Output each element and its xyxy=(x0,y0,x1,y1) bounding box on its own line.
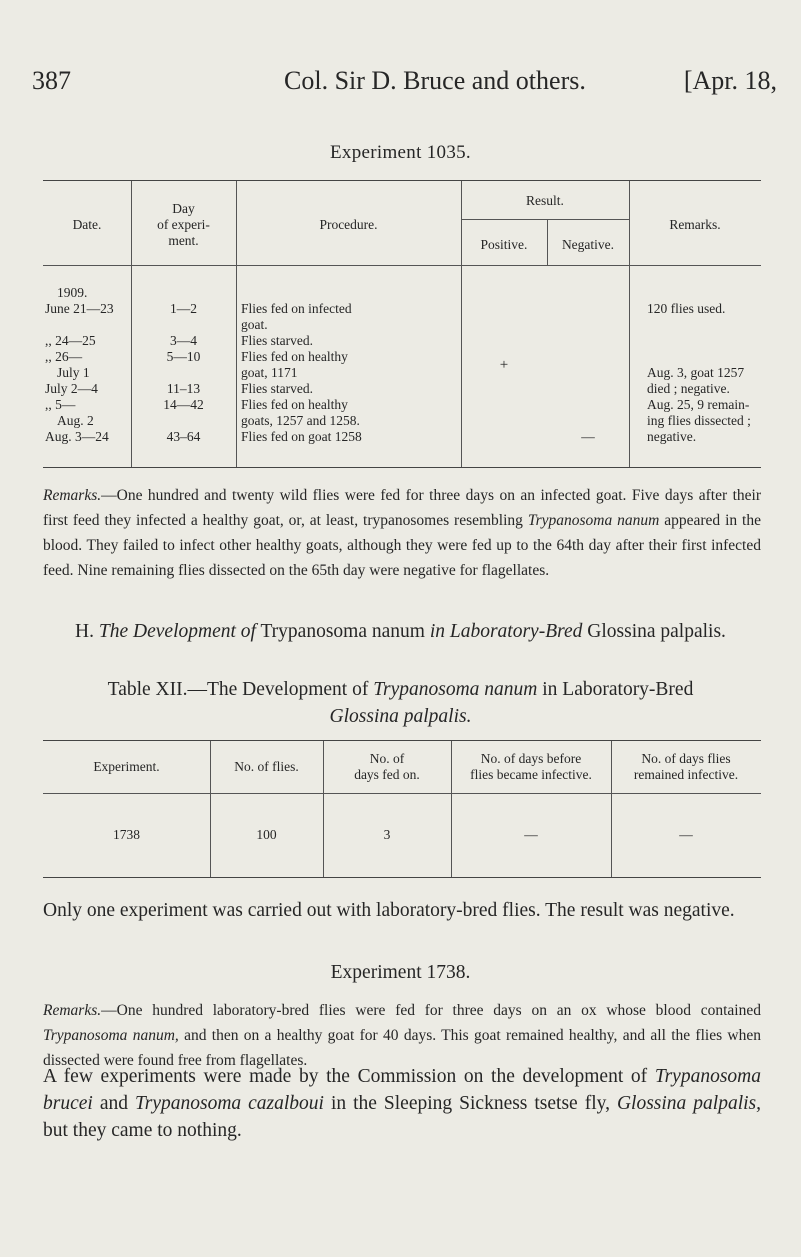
row-procedure: Flies fed on healthy xyxy=(241,349,348,364)
row-remarks: died ; negative. xyxy=(647,381,730,396)
result-divider xyxy=(461,219,629,220)
experiment-1035-table xyxy=(43,180,761,468)
column-divider xyxy=(461,181,462,467)
body-paragraph-final: A few experiments were made by the Commission on the development of Trypanosoma brucei and Trypanosoma cazalboui in the Sleeping Sickness tsetse fly, Glossina palpalis, but they came to nothing. xyxy=(43,1066,762,1141)
row-date: Aug. 3—24 xyxy=(45,429,109,444)
running-date: [Apr. 18, xyxy=(683,66,777,95)
row-day: 43–64 xyxy=(166,429,201,444)
row-procedure: Flies starved. xyxy=(241,333,313,348)
header-days-fed: No. of days fed on. xyxy=(354,751,420,782)
table-xii xyxy=(43,740,761,878)
row-procedure: Flies fed on goat 1258 xyxy=(241,429,362,444)
header-procedure: Procedure. xyxy=(319,217,378,232)
row-day: 1—2 xyxy=(170,301,197,316)
row-day: 5—10 xyxy=(166,349,201,364)
experiment-1035-title: Experiment 1035. xyxy=(330,142,471,163)
header-result: Result. xyxy=(526,193,564,208)
row-date: ,, 24—25 xyxy=(45,333,96,348)
row-date: Aug. 2 xyxy=(57,413,94,428)
running-title: Col. Sir D. Bruce and others. xyxy=(284,66,586,95)
row-procedure-cont: goat. xyxy=(241,317,268,332)
year-label: 1909. xyxy=(57,285,88,300)
header-days-before: No. of days before flies became infective. xyxy=(470,751,592,782)
cell-days-before: — xyxy=(524,827,538,842)
row-date: June 21—23 xyxy=(45,301,114,316)
row-day: 14—42 xyxy=(163,397,204,412)
row-procedure: Flies fed on healthy xyxy=(241,397,348,412)
row-date: ,, 5— xyxy=(45,397,76,412)
row-remarks: ing flies dissected ; xyxy=(647,413,751,428)
negative-mark: — xyxy=(581,429,595,444)
header-negative: Negative. xyxy=(561,237,615,252)
header-experiment: Experiment. xyxy=(93,759,160,774)
header-positive: Positive. xyxy=(480,237,528,252)
cell-days-remained: — xyxy=(679,827,693,842)
cell-flies: 100 xyxy=(256,827,277,842)
row-day: 3—4 xyxy=(170,333,197,348)
row-remarks: 120 flies used. xyxy=(647,301,726,316)
row-date: July 2—4 xyxy=(45,381,98,396)
header-divider xyxy=(43,793,761,794)
row-day: 11–13 xyxy=(166,381,201,396)
header-date: Date. xyxy=(72,217,102,232)
cell-days-fed: 3 xyxy=(383,827,391,842)
header-remarks: Remarks. xyxy=(669,217,721,232)
experiment-1738-remarks: Remarks.—One hundred laboratory-bred flies were fed for three days on an ox whose blood contained Trypanosoma nanum, and then on a healthy goat for 40 days. This goat remained healthy, and all the flies when dissected were found free from flagellates. xyxy=(43,1002,761,1069)
header-day: Day of experi- ment. xyxy=(157,201,210,248)
row-remarks: Aug. 25, 9 remain- xyxy=(647,397,750,412)
page-number: 387 xyxy=(32,66,71,95)
experiment-1738-title: Experiment 1738. xyxy=(330,962,471,983)
header-flies: No. of flies. xyxy=(234,759,299,774)
row-procedure: Flies starved. xyxy=(241,381,313,396)
positive-mark: + xyxy=(499,357,509,373)
table-xii-title: Table XII.—The Development of Trypanosoma nanum in Laboratory-Bred Glossina palpalis. xyxy=(107,679,694,727)
header-days-remained: No. of days flies remained infective. xyxy=(633,751,739,782)
cell-experiment: 1738 xyxy=(113,827,140,842)
body-paragraph: Only one experiment was carried out with laboratory-bred flies. The result was negative. xyxy=(43,900,735,921)
row-remarks: Aug. 3, goat 1257 xyxy=(647,365,745,380)
row-remarks: negative. xyxy=(647,429,697,444)
section-heading: H. The Development of Trypanosoma nanum in Laboratory-Bred Glossina palpalis. xyxy=(75,621,726,642)
running-header xyxy=(32,66,777,106)
experiment-1035-remarks: Remarks.—One hundred and twenty wild flies were fed for three days on an infected goat. Five days after their first feed they infected a healthy goat, or, at least, trypanosomes resembling Trypanosoma nanum appeared in the blood. They failed to infect other healthy goats, although they were fed up to the 64th day after their first infected feed. Nine remaining flies dissected on the 65th day were negative for flagellates. xyxy=(43,487,761,579)
row-date: ,, 26— xyxy=(45,349,83,364)
row-procedure: goats, 1257 and 1258. xyxy=(241,413,360,428)
row-date: July 1 xyxy=(57,365,90,380)
row-procedure: Flies fed on infected xyxy=(241,301,352,316)
header-divider xyxy=(43,265,761,266)
row-procedure: goat, 1171 xyxy=(241,365,298,380)
